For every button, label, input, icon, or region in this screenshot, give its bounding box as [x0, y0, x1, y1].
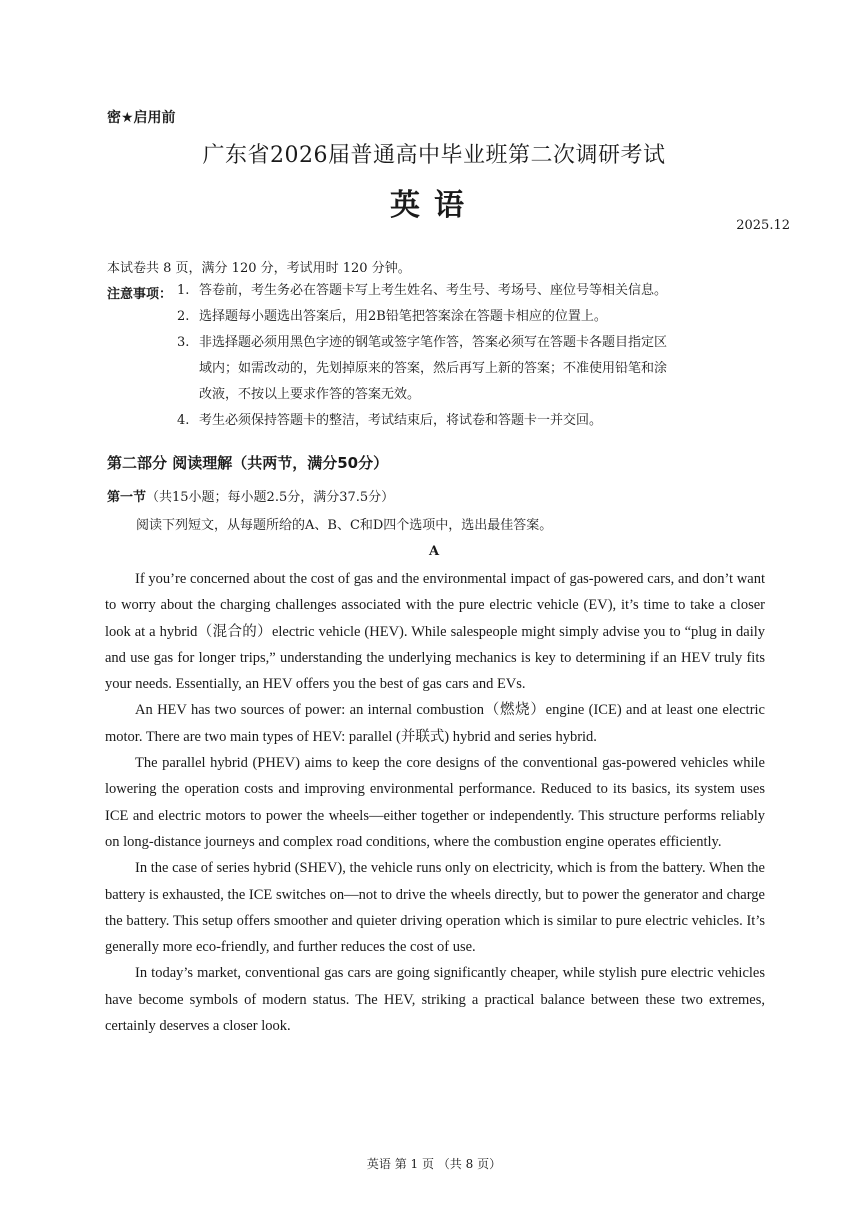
- subject-title: 英语: [390, 188, 478, 223]
- notice-item: [177, 278, 767, 304]
- notice-number: 4.: [177, 413, 190, 428]
- passage-paragraph: In today’s market, conventional gas cars are going significantly cheaper, while stylish pure electric vehicles have become symbols of modern status. The HEV, striking a practical balance between these two extremes, certainly deserves a closer look.: [105, 965, 765, 1035]
- notice-text: 考生必须保持答题卡的整洁，考试结束后，将试卷和答题卡一并交回。: [199, 413, 603, 428]
- passage-label: A: [428, 544, 440, 559]
- exam-title: 广东省2026届普通高中毕业班第二次调研考试: [202, 143, 666, 168]
- notice-number: 1.: [177, 283, 190, 298]
- notice-number: 2.: [177, 309, 190, 324]
- notice-item: [177, 408, 767, 434]
- notice-item: [177, 304, 767, 330]
- notice-number: 3.: [177, 335, 190, 350]
- part-heading: 第二部分 阅读理解（共两节，满分50分）: [107, 454, 389, 472]
- notice-label: 注意事项：: [107, 287, 173, 302]
- reading-directions: 阅读下列短文，从每题所给的A、B、C和D四个选项中，选出最佳答案。: [136, 518, 553, 533]
- section-detail: （共15小题；每小题2.5分，满分37.5分）: [146, 490, 395, 505]
- secret-mark: 密★启用前: [107, 110, 176, 126]
- notice-text: 答卷前，考生务必在答题卡写上考生姓名、考生号、考场号、座位号等相关信息。: [199, 283, 668, 298]
- passage-paragraph: In the case of series hybrid (SHEV), the vehicle runs only on electricity, which is from the battery. When the battery is exhausted, the ICE switches on—not to drive the wheels directly, but to power the generator and charge the battery. This setup offers smoother and quieter driving operation which is similar to pure electric vehicles. It’s generally more eco-friendly, and further reduces the cost of use.: [105, 860, 765, 956]
- passage-body: [105, 566, 765, 1039]
- section-heading: [107, 486, 394, 505]
- notice-text: 非选择题必须用黑色字迹的钢笔或签字笔作答，答案必须写在答题卡各题目指定区: [199, 335, 668, 350]
- paper-intro: 本试卷共 8 页，满分 120 分，考试用时 120 分钟。: [107, 261, 411, 276]
- section-title: 第一节: [107, 490, 147, 505]
- notice-text-continued: 改液，不按以上要求作答的答案无效。: [199, 387, 421, 402]
- passage-paragraph: An HEV has two sources of power: an internal combustion（燃烧）engine (ICE) and at least one electric motor. There are two main types of HEV: parallel (并联式) hybrid and series hybrid.: [105, 702, 765, 745]
- notice-text: 选择题每小题选出答案后，用2B铅笔把答案涂在答题卡相应的位置上。: [199, 309, 607, 324]
- exam-date: 2025.12: [736, 218, 790, 233]
- passage-paragraph: The parallel hybrid (PHEV) aims to keep the core designs of the conventional gas-powered vehicles while lowering the operation costs and improving environmental performance. Reduced to its basics, its system uses ICE and electric motors to power the wheels—either together or independently. This structure performs reliably on long-distance journeys and complex road conditions, where the combustion engine operates efficiently.: [105, 755, 765, 850]
- page-footer: 英语 第 1 页 （共 8 页）: [366, 1157, 502, 1171]
- notice-text-continued: 域内；如需改动的，先划掉原来的答案，然后再写上新的答案；不准使用铅笔和涂: [199, 361, 668, 376]
- notice-item: [177, 330, 767, 408]
- passage-paragraph: If you’re concerned about the cost of gas and the environmental impact of gas-powered cars, and don’t want to worry about the charging challenges associated with the pure electric vehicle (EV), it’s time to take a closer look at a hybrid（混合的）electric vehicle (HEV). While salespeople might simply advise you to “plug in daily and use gas for longer trips,” understanding the underlying mechanics is key to determining if an HEV truly fits your needs. Essentially, an HEV offers you the best of gas cars and EVs.: [105, 571, 765, 693]
